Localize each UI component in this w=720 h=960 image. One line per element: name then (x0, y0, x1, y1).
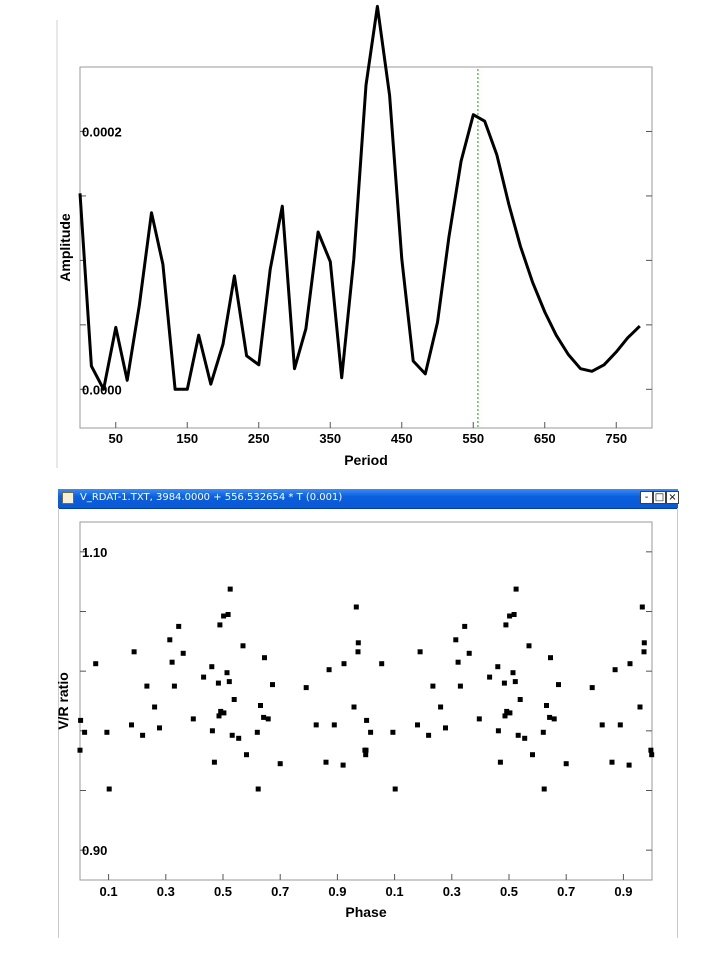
data-point (642, 640, 647, 645)
data-point (541, 730, 546, 735)
data-point (176, 624, 181, 629)
data-point (172, 684, 177, 689)
data-point (266, 716, 271, 721)
data-point (201, 675, 206, 680)
data-point (507, 614, 512, 619)
data-point (241, 643, 246, 648)
data-point (217, 713, 222, 718)
data-point (262, 655, 267, 660)
data-point (93, 661, 98, 666)
data-point (230, 733, 235, 738)
data-point (518, 697, 523, 702)
data-point (104, 730, 109, 735)
data-point (342, 661, 347, 666)
window-title: V_RDAT-1.TXT, 3984.0000 + 556.532654 * T (0.001) (80, 492, 343, 503)
data-point (379, 661, 384, 666)
data-point (314, 722, 319, 727)
data-point (78, 718, 83, 723)
y-tick-label: 0.0002 (82, 124, 122, 140)
data-point (227, 679, 232, 684)
data-point (516, 733, 521, 738)
data-point (232, 697, 237, 702)
data-point (507, 710, 512, 715)
data-point (512, 612, 517, 617)
data-point (170, 660, 175, 665)
plot-frame (80, 67, 652, 428)
data-point (458, 684, 463, 689)
data-point (140, 733, 145, 738)
data-point (544, 703, 549, 708)
data-point (228, 587, 233, 592)
data-point (514, 587, 519, 592)
data-point (638, 705, 643, 710)
data-point (542, 787, 547, 792)
y-axis-label: V/R ratio (55, 672, 71, 730)
data-point (212, 760, 217, 765)
data-point (547, 715, 552, 720)
data-point (191, 716, 196, 721)
data-point (503, 713, 508, 718)
data-point (354, 605, 359, 610)
x-tick-label: 750 (605, 431, 628, 446)
window-titlebar[interactable] (58, 489, 678, 509)
data-point (132, 649, 137, 654)
close-button[interactable]: × (666, 491, 679, 504)
y-tick-label: 0.90 (82, 843, 108, 859)
data-point (453, 637, 458, 642)
app-icon (62, 492, 74, 504)
data-point (327, 667, 332, 672)
data-point (278, 761, 283, 766)
x-tick-label: 50 (108, 431, 123, 446)
data-point (640, 605, 645, 610)
x-tick-label: 0.1 (385, 884, 404, 899)
data-point (356, 649, 361, 654)
data-point (430, 684, 435, 689)
data-point (152, 705, 157, 710)
data-point (129, 722, 134, 727)
data-point (256, 787, 261, 792)
data-point (556, 682, 561, 687)
data-point (438, 705, 443, 710)
data-point (462, 624, 467, 629)
data-point (261, 715, 266, 720)
data-point (341, 763, 346, 768)
x-tick-label: 250 (247, 431, 270, 446)
data-point (221, 710, 226, 715)
data-point (498, 760, 503, 765)
data-point (513, 679, 518, 684)
x-tick-label: 0.9 (328, 884, 347, 899)
data-point (78, 748, 83, 753)
data-point (258, 703, 263, 708)
data-point (495, 664, 500, 669)
x-tick-label: 450 (390, 431, 413, 446)
x-tick-label: 0.7 (271, 884, 290, 899)
data-point (324, 760, 329, 765)
data-point (426, 733, 431, 738)
data-point (487, 675, 492, 680)
data-point (217, 622, 222, 627)
data-point (628, 661, 633, 666)
data-point (255, 730, 260, 735)
data-point (221, 614, 226, 619)
data-point (627, 763, 632, 768)
x-tick-label: 0.3 (442, 884, 461, 899)
x-axis-label: Period (344, 452, 388, 468)
x-tick-label: 0.5 (213, 884, 233, 899)
minimize-button[interactable]: - (640, 491, 653, 504)
data-point (157, 725, 162, 730)
data-point (496, 728, 501, 733)
maximize-button[interactable]: □ (654, 492, 665, 503)
data-point (270, 682, 275, 687)
x-tick-label: 350 (319, 431, 342, 446)
data-point (393, 787, 398, 792)
data-point (503, 622, 508, 627)
data-point (548, 655, 553, 660)
data-point (649, 752, 654, 757)
data-point (144, 684, 149, 689)
x-tick-label: 0.7 (557, 884, 576, 899)
data-point (467, 651, 472, 656)
data-point (590, 685, 595, 690)
data-point (368, 730, 373, 735)
data-point (522, 736, 527, 741)
data-point (210, 728, 215, 733)
data-point (642, 649, 647, 654)
data-point (363, 752, 368, 757)
x-tick-label: 0.3 (156, 884, 175, 899)
data-point (511, 670, 516, 675)
data-point (443, 725, 448, 730)
data-point (209, 664, 214, 669)
data-point (456, 660, 461, 665)
data-point (600, 722, 605, 727)
data-point (364, 718, 369, 723)
y-tick-label: 0.0000 (82, 382, 122, 398)
data-point (225, 670, 230, 675)
y-tick-label: 1.10 (82, 544, 108, 560)
x-tick-label: 650 (533, 431, 556, 446)
data-point (352, 705, 357, 710)
data-point (610, 760, 615, 765)
data-point (502, 681, 507, 686)
data-point (477, 716, 482, 721)
plot-frame (80, 522, 652, 880)
data-point (415, 722, 420, 727)
data-point (167, 637, 172, 642)
data-point (618, 722, 623, 727)
data-point (236, 736, 241, 741)
data-point (552, 716, 557, 721)
data-point (564, 761, 569, 766)
data-point (82, 730, 87, 735)
data-point (244, 752, 249, 757)
data-point (613, 667, 618, 672)
data-point (356, 640, 361, 645)
x-tick-label: 150 (176, 431, 199, 446)
period-amplitude-chart (0, 0, 720, 475)
data-point (226, 612, 231, 617)
x-tick-label: 550 (462, 431, 485, 446)
data-point (390, 730, 395, 735)
x-tick-label: 0.1 (99, 884, 118, 899)
data-point (418, 649, 423, 654)
data-point (364, 748, 369, 753)
data-point (304, 685, 309, 690)
x-tick-label: 0.5 (499, 884, 519, 899)
data-point (181, 651, 186, 656)
data-point (648, 748, 653, 753)
data-point (530, 752, 535, 757)
x-axis-label: Phase (345, 904, 387, 920)
data-point (107, 787, 112, 792)
data-point (332, 722, 337, 727)
data-point (216, 681, 221, 686)
phase-vr-ratio-chart (0, 508, 720, 960)
data-point (527, 643, 532, 648)
x-tick-label: 0.9 (614, 884, 633, 899)
y-axis-label: Amplitude (57, 213, 73, 282)
